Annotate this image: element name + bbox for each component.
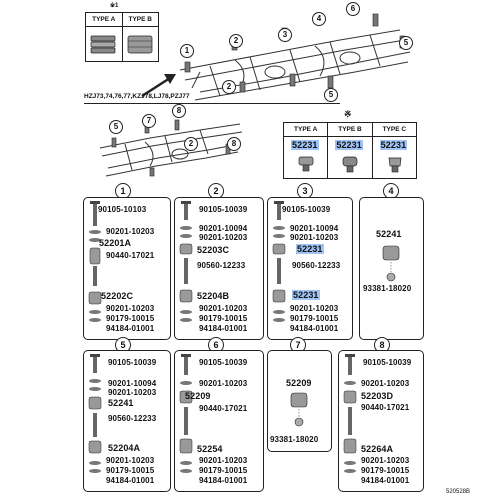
panel-8-part-2: 90201-10203 bbox=[361, 379, 410, 388]
type-table-cell-c bbox=[373, 137, 416, 178]
panel-8 bbox=[338, 350, 424, 492]
panel-3-part-9: 94184-01001 bbox=[290, 324, 339, 333]
panel-2-part-4: 52203C bbox=[197, 245, 230, 255]
panel-2-part-6: 52204B bbox=[197, 291, 230, 301]
type-table-mark: ※ bbox=[344, 109, 352, 119]
panel-2-part-3: 90201-10203 bbox=[199, 233, 248, 242]
panel-4-number: 4 bbox=[383, 183, 399, 199]
drawing-code: 520528B bbox=[446, 489, 471, 495]
model-divider bbox=[84, 103, 340, 104]
panel-6-part-5: 52254 bbox=[197, 444, 223, 454]
callout-2-top-b: 2 bbox=[222, 80, 236, 94]
callout-8-lower-b: 8 bbox=[227, 137, 241, 151]
panel-8-part-1: 90105-10039 bbox=[363, 358, 412, 367]
panel-8-number: 8 bbox=[374, 337, 390, 353]
panel-5 bbox=[83, 350, 171, 492]
type-c-insulator-icon bbox=[385, 155, 405, 175]
panel-3-part-5: 90560-12233 bbox=[292, 261, 341, 270]
panel-2-part-2: 90201-10094 bbox=[199, 224, 248, 233]
panel-6-part-2: 90201-10203 bbox=[199, 379, 248, 388]
panel-5-part-3: 90201-10203 bbox=[108, 388, 157, 397]
panel-7 bbox=[267, 350, 332, 452]
panel-1-part-7: 90179-10015 bbox=[106, 314, 155, 323]
type-a-insulator-icon bbox=[296, 155, 316, 175]
panel-6-part-8: 94184-01001 bbox=[199, 476, 248, 485]
panel-7-part-1: 52209 bbox=[286, 378, 312, 388]
panel-3-part-6: 52231 bbox=[293, 290, 319, 300]
panel-5-part-8: 90179-10015 bbox=[106, 466, 155, 475]
type-b-insulator-icon bbox=[340, 155, 360, 175]
panel-6-part-1: 90105-10039 bbox=[199, 358, 248, 367]
panel-4 bbox=[359, 197, 424, 340]
type-b-part-number: 52231 bbox=[336, 140, 362, 150]
callout-5-top-b: 5 bbox=[324, 88, 338, 102]
panel-3-parts-stack-icon bbox=[270, 200, 288, 336]
callout-3-top: 3 bbox=[278, 28, 292, 42]
panel-3-part-1: 90105-10039 bbox=[282, 205, 331, 214]
panel-4-part-1: 52241 bbox=[376, 229, 402, 239]
callout-2-top: 2 bbox=[229, 34, 243, 48]
panel-8-part-3: 52203D bbox=[361, 391, 394, 401]
panel-8-part-4: 90440-17021 bbox=[361, 403, 410, 412]
panel-6-part-7: 90179-10015 bbox=[199, 466, 248, 475]
panel-3-part-3: 90201-10203 bbox=[290, 233, 339, 242]
panel-6 bbox=[174, 350, 264, 492]
panel-2-parts-stack-icon bbox=[177, 200, 195, 336]
callout-7-lower: 7 bbox=[142, 114, 156, 128]
panel-3-part-8: 90179-10015 bbox=[290, 314, 339, 323]
type-box-note: ※1 bbox=[110, 3, 119, 9]
panel-3 bbox=[267, 197, 353, 340]
callout-6-top: 6 bbox=[346, 2, 360, 16]
panel-3-part-4: 52231 bbox=[297, 244, 323, 254]
panel-8-part-5: 52264A bbox=[361, 444, 394, 454]
type-b-header: TYPE B bbox=[128, 16, 152, 23]
panel-4-part-2: 93381-18020 bbox=[363, 284, 412, 293]
panel-5-part-7: 90201-10203 bbox=[106, 456, 155, 465]
type-a-mount-icon bbox=[86, 27, 120, 61]
panel-7-number: 7 bbox=[290, 337, 306, 353]
panel-1-part-5: 52202C bbox=[101, 291, 134, 301]
type-table bbox=[283, 122, 417, 179]
type-table-header-c: TYPE C bbox=[382, 126, 407, 133]
panel-8-part-8: 94184-01001 bbox=[361, 476, 410, 485]
panel-7-part-2: 93381-18020 bbox=[270, 435, 319, 444]
panel-2-part-7: 90201-10203 bbox=[199, 304, 248, 313]
panel-8-parts-stack-icon bbox=[341, 353, 359, 489]
panel-1-part-3: 90440-17021 bbox=[106, 251, 155, 260]
panel-1-parts-stack-icon bbox=[86, 200, 104, 336]
panel-6-part-3: 52209 bbox=[185, 391, 211, 401]
panel-5-part-9: 94184-01001 bbox=[106, 476, 155, 485]
type-a-cell bbox=[86, 27, 123, 61]
panel-1 bbox=[83, 197, 171, 340]
panel-1-part-2: 90201-10203 bbox=[106, 227, 155, 236]
panel-5-part-5: 90560-12233 bbox=[108, 414, 157, 423]
panel-5-part-1: 90105-10039 bbox=[108, 358, 157, 367]
panel-2-part-5: 90560-12233 bbox=[197, 261, 246, 270]
type-c-part-number: 52231 bbox=[380, 140, 407, 150]
panel-3-part-2: 90201-10094 bbox=[290, 224, 339, 233]
panel-6-parts-stack-icon bbox=[177, 353, 195, 489]
model-applicability-label: HZJ73,74,76,77,KZJ78,LJ78,PZJ77 bbox=[84, 93, 190, 100]
panel-3-number: 3 bbox=[297, 183, 313, 199]
panel-8-part-6: 90201-10203 bbox=[361, 456, 410, 465]
panel-2-part-1: 90105-10039 bbox=[199, 205, 248, 214]
callout-1-top: 1 bbox=[180, 44, 194, 58]
panel-1-part-8: 94184-01001 bbox=[106, 324, 155, 333]
panel-6-part-6: 90201-10203 bbox=[199, 456, 248, 465]
callout-5-top: 5 bbox=[399, 36, 413, 50]
panel-2-number: 2 bbox=[208, 183, 224, 199]
callout-5-lower: 5 bbox=[109, 120, 123, 134]
panel-8-part-7: 90179-10015 bbox=[361, 466, 410, 475]
panel-3-part-7: 90201-10203 bbox=[290, 304, 339, 313]
panel-5-part-6: 52204A bbox=[108, 443, 141, 453]
type-table-cell-b bbox=[328, 137, 372, 178]
type-a-part-number: 52231 bbox=[292, 140, 318, 150]
panel-5-part-4: 52241 bbox=[108, 398, 134, 408]
type-table-cell-a bbox=[284, 137, 328, 178]
type-table-header-b: TYPE B bbox=[328, 123, 372, 136]
panel-6-number: 6 bbox=[208, 337, 224, 353]
panel-1-part-1: 90105-10103 bbox=[98, 205, 147, 214]
panel-1-part-4: 52201A bbox=[99, 238, 132, 248]
panel-4-bumper-icon bbox=[380, 244, 402, 284]
callout-8-lower: 8 bbox=[172, 104, 186, 118]
panel-7-bumper-icon bbox=[288, 391, 310, 431]
type-a-header: TYPE A bbox=[86, 13, 123, 26]
panel-2 bbox=[174, 197, 264, 340]
panel-1-number: 1 bbox=[115, 183, 131, 199]
panel-6-part-4: 90440-17021 bbox=[199, 404, 248, 413]
callout-2-lower: 2 bbox=[184, 137, 198, 151]
panel-1-part-6: 90201-10203 bbox=[106, 304, 155, 313]
panel-5-parts-stack-icon bbox=[86, 353, 104, 489]
callout-4-top: 4 bbox=[312, 12, 326, 26]
panel-5-part-2: 90201-10094 bbox=[108, 379, 157, 388]
panel-2-part-9: 94184-01001 bbox=[199, 324, 248, 333]
panel-2-part-8: 90179-10015 bbox=[199, 314, 248, 323]
panel-5-number: 5 bbox=[115, 337, 131, 353]
type-table-header-a: TYPE A bbox=[284, 123, 328, 136]
